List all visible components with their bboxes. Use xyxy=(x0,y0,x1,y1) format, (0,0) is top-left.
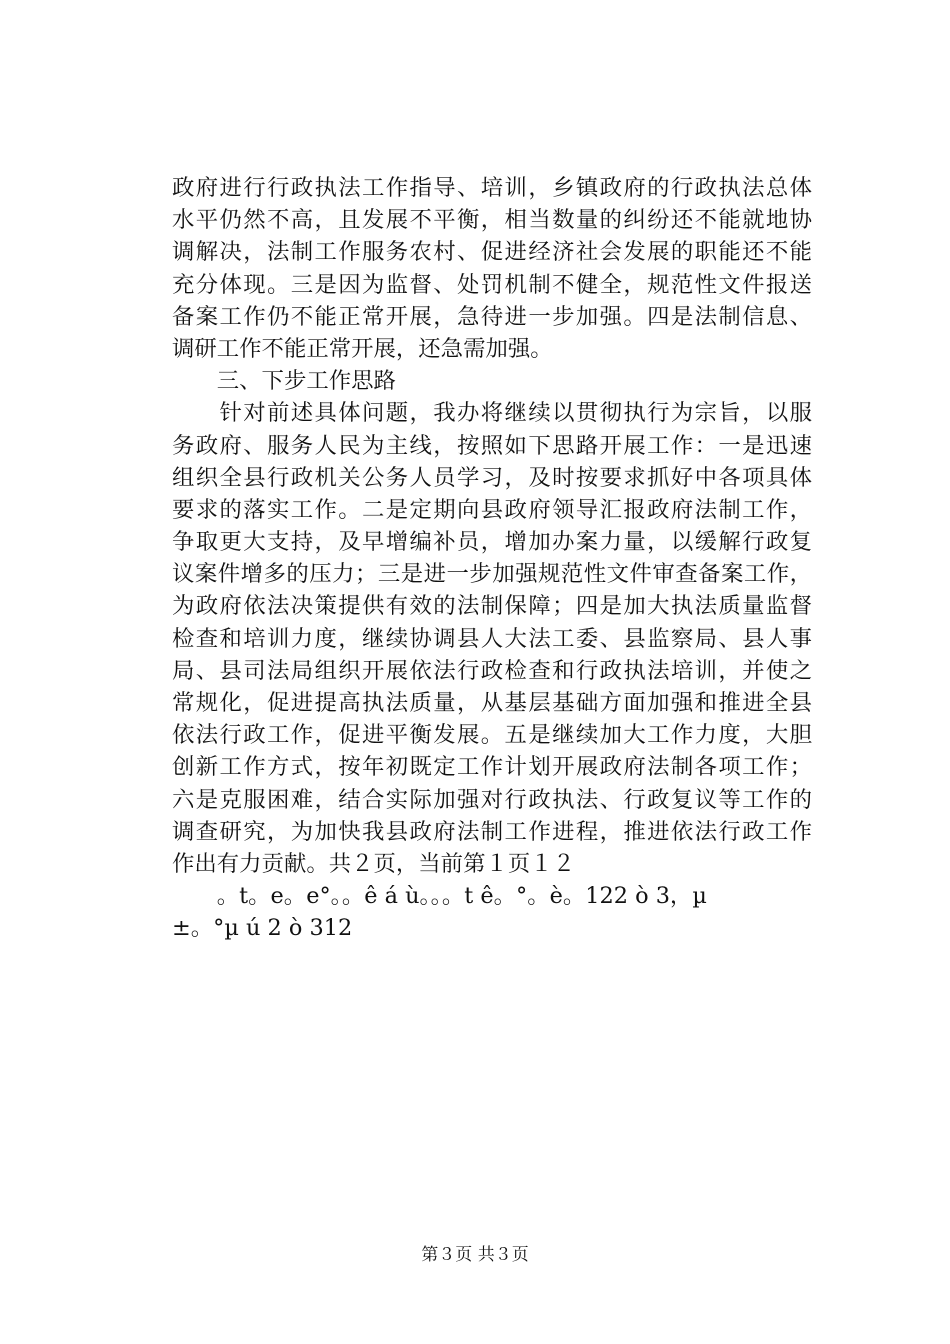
section-heading: 三、下步工作思路 xyxy=(172,368,396,395)
text-line: 依法行政工作，促进平衡发展。五是继续加大工作力度，大胆 xyxy=(172,722,812,749)
text-line: 创新工作方式，按年初既定工作计划开展政府法制各项工作； xyxy=(172,754,812,781)
text-line: 政府进行行政执法工作指导、培训，乡镇政府的行政执法总体 xyxy=(172,175,812,201)
text-line: 要求的落实工作。二是定期向县政府领导汇报政府法制工作， xyxy=(172,496,812,523)
text-line: 为政府依法决策提供有效的法制保障；四是加大执法质量监督 xyxy=(172,593,812,620)
text-line: 水平仍然不高，且发展不平衡，相当数量的纠纷还不能就地协 xyxy=(172,207,812,234)
text-line: 检查和培训力度，继续协调县人大法工委、县监察局、县人事 xyxy=(172,625,812,652)
text-line: 六是克服困难，结合实际加强对行政执法、行政复议等工作的 xyxy=(172,786,812,813)
garbled-text-line: ±。°µ ú 2 ò 312 xyxy=(172,915,353,942)
text-line: 争取更大支持，及早增编补员，增加办案力量，以缓解行政复 xyxy=(172,529,812,556)
text-line: 备案工作仍不能正常开展，急待进一步加强。四是法制信息、 xyxy=(172,303,812,330)
document-body xyxy=(172,172,812,945)
text-line: 组织全县行政机关公务人员学习，及时按要求抓好中各项具体 xyxy=(172,464,812,491)
text-line: 调解决，法制工作服务农村、促进经济社会发展的职能还不能 xyxy=(172,239,812,266)
page-footer xyxy=(0,1243,950,1267)
text-line: 充分体现。三是因为监督、处罚机制不健全，规范性文件报送 xyxy=(172,271,812,298)
text-line: 常规化，促进提高执法质量，从基层基础方面加强和推进全县 xyxy=(172,690,812,716)
text-line: 务政府、服务人民为主线，按照如下思路开展工作：一是迅速 xyxy=(172,432,812,459)
text-line: 局、县司法局组织开展依法行政检查和行政执法培训，并使之 xyxy=(172,657,812,684)
garbled-text-line: 。t。e。e°。。ê á ù。。。t ê。°。è。122 ò 3，µ xyxy=(172,883,707,910)
text-line: 议案件增多的压力；三是进一步加强规范性文件审查备案工作， xyxy=(172,561,812,588)
text-line: 调查研究，为加快我县政府法制工作进程，推进依法行政工作 xyxy=(172,818,812,845)
text-line: 作出有力贡献。共２页，当前第１页１２ xyxy=(172,850,576,877)
text-line: 调研工作不能正常开展，还急需加强。 xyxy=(172,335,553,362)
text-line: 针对前述具体问题，我办将继续以贯彻执行为宗旨，以服 xyxy=(172,400,812,427)
page-number-label: 第３页 共３页 xyxy=(421,1245,529,1265)
